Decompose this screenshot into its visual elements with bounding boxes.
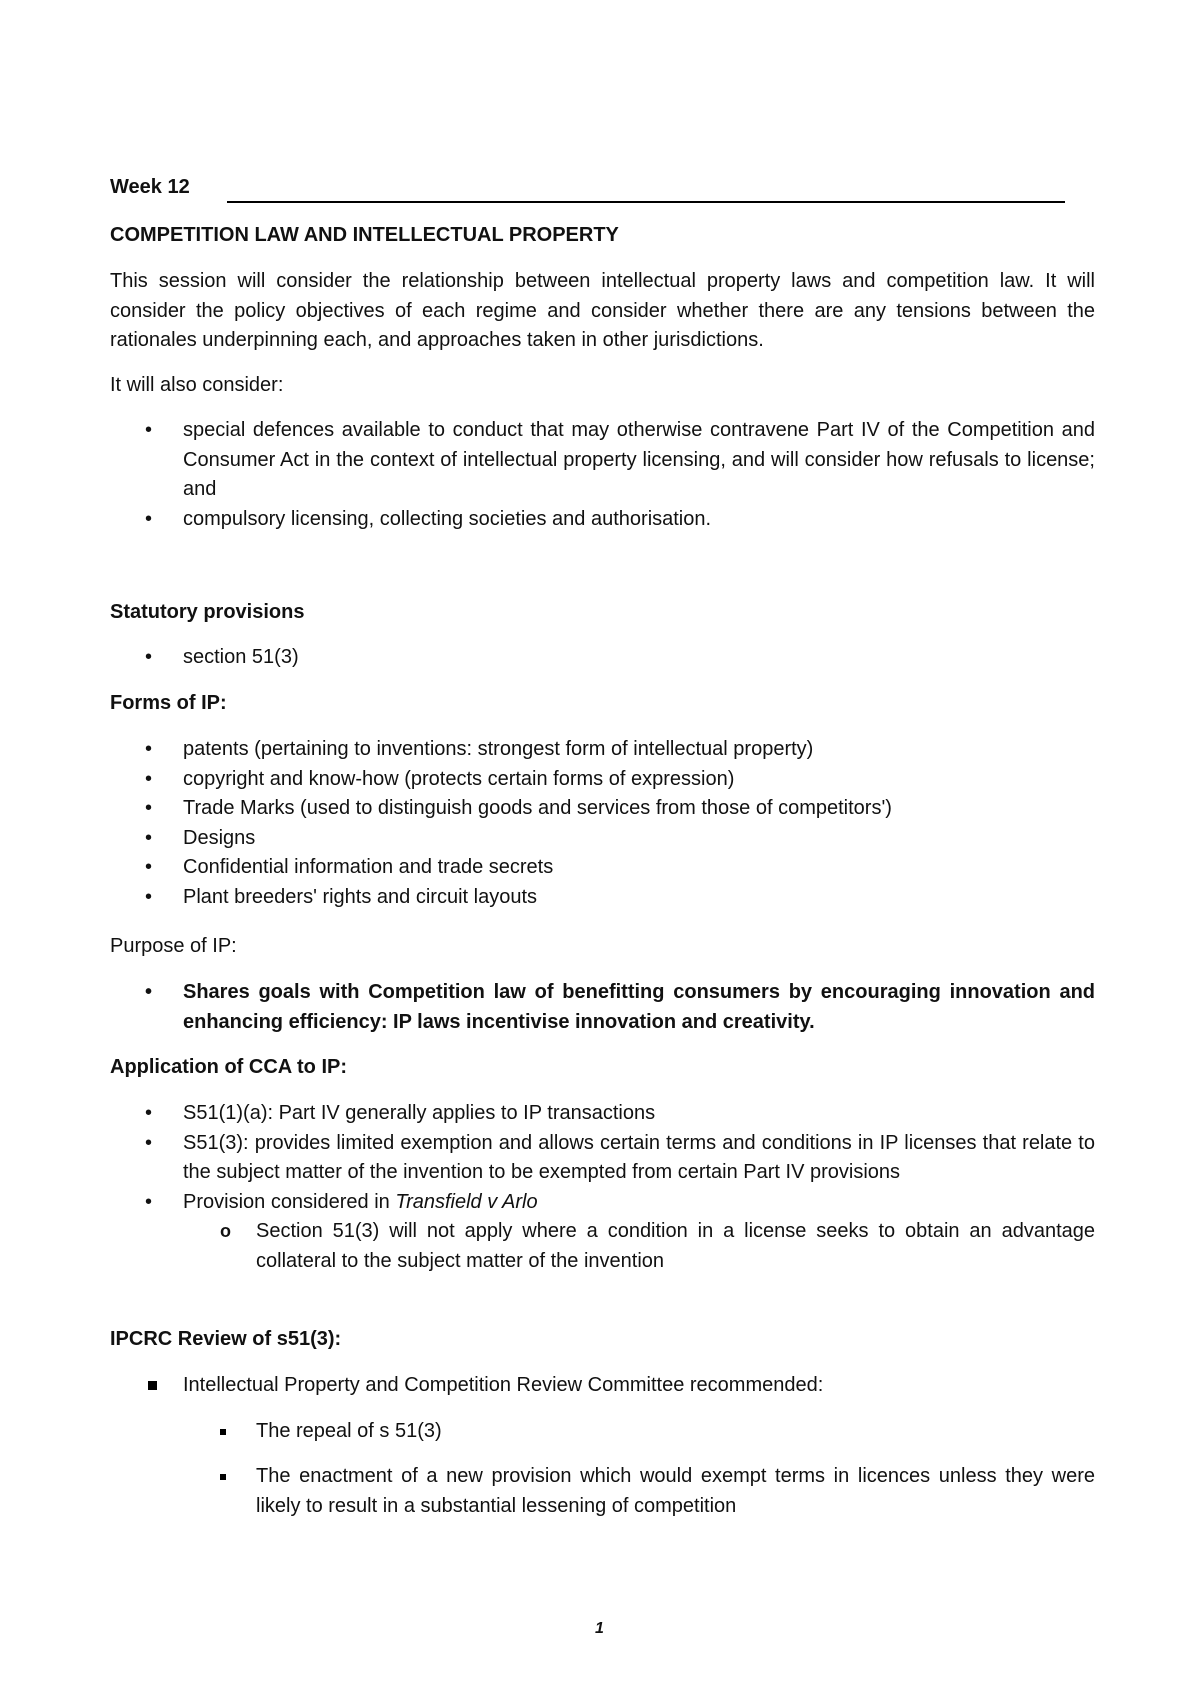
bullet-icon: • (145, 885, 153, 908)
list-item: • special defences available to conduct that may otherwise contravene Part IV of the Competition and Consumer Act in the context of intellectual property licensing, and will consider how refusals to license; and (110, 416, 1095, 505)
bullet-icon: • (145, 856, 153, 878)
also-consider-lead: It will also consider: (110, 374, 284, 396)
sub-list-item: o Section 51(3) will not apply where a condition in a license seeks to obtain an advantage collateral to the subject matter of the invention (110, 1217, 1095, 1276)
bullet-icon: • (145, 1102, 153, 1124)
square-bullet-icon (148, 1381, 157, 1390)
list-item: • patents (pertaining to inventions: strongest form of intellectual property) (110, 735, 1095, 765)
purpose-heading: Purpose of IP: (110, 935, 237, 957)
bullet-icon: • (145, 507, 153, 530)
bullet-icon: • (145, 767, 153, 790)
case-name: Transfield v Arlo (395, 1190, 538, 1213)
bullet-icon: • (145, 738, 153, 760)
list-item: • Provision considered in Transfield v Arlo (110, 1188, 1095, 1218)
forms-list (110, 735, 1095, 912)
list-item: • Designs (110, 824, 1095, 854)
ipcrc-heading: IPCRC Review of s51(3): (110, 1328, 342, 1350)
application-list (110, 1099, 1095, 1276)
week-header (110, 176, 1065, 206)
header-rule (227, 201, 1065, 203)
list-item: • Plant breeders' rights and circuit layouts (110, 883, 1095, 913)
bullet-icon: • (145, 646, 153, 668)
sub-list-item: The enactment of a new provision which would exempt terms in licences unless they were likely to result in a substantial lessening of competition (110, 1462, 1095, 1521)
also-consider-list (110, 416, 1095, 534)
purpose-list (110, 978, 1095, 1037)
list-item: Intellectual Property and Competition Review Committee recommended: (110, 1371, 1095, 1401)
intro-paragraph: This session will consider the relationship between intellectual property laws and competition law. It will consider the policy objectives of each regime and consider whether there are any tensions between the rationales underpinning each, and approaches taken in other jurisdictions. (110, 270, 1095, 351)
bullet-icon: • (145, 419, 153, 441)
bullet-icon: • (145, 981, 153, 1003)
list-item: • S51(3): provides limited exemption and allows certain terms and conditions in IP licenses that relate to the subject matter of the invention to be exempted from certain Part IV provisions (110, 1129, 1095, 1188)
statutory-list (110, 643, 1095, 673)
sub-list-item: The repeal of s 51(3) (110, 1417, 1095, 1447)
small-square-bullet-icon (220, 1474, 226, 1480)
list-item: • Trade Marks (used to distinguish goods and services from those of competitors') (110, 794, 1095, 824)
list-item: • compulsory licensing, collecting societies and authorisation. (110, 505, 1095, 535)
statutory-heading: Statutory provisions (110, 601, 305, 623)
bullet-icon: • (145, 797, 153, 819)
document-title: COMPETITION LAW AND INTELLECTUAL PROPERTY (110, 224, 619, 246)
list-item: • Shares goals with Competition law of benefitting consumers by encouraging innovation and enhancing efficiency: IP laws incentivise innovation and creativity. (110, 978, 1095, 1037)
application-heading: Application of CCA to IP: (110, 1056, 348, 1078)
week-label: Week 12 (110, 176, 190, 198)
list-item: • copyright and know-how (protects certain forms of expression) (110, 765, 1095, 795)
page-number: 1 (595, 1620, 604, 1637)
bullet-icon: • (145, 1190, 153, 1213)
list-item: • section 51(3) (110, 643, 1095, 673)
list-item: • Confidential information and trade secrets (110, 853, 1095, 883)
bullet-icon: • (145, 1131, 153, 1154)
bullet-icon: • (145, 826, 153, 849)
ipcrc-list (110, 1371, 1095, 1521)
small-square-bullet-icon (220, 1429, 226, 1435)
circle-bullet-icon: o (220, 1221, 231, 1241)
forms-heading: Forms of IP: (110, 692, 227, 714)
list-item: • S51(1)(a): Part IV generally applies to IP transactions (110, 1099, 1095, 1129)
